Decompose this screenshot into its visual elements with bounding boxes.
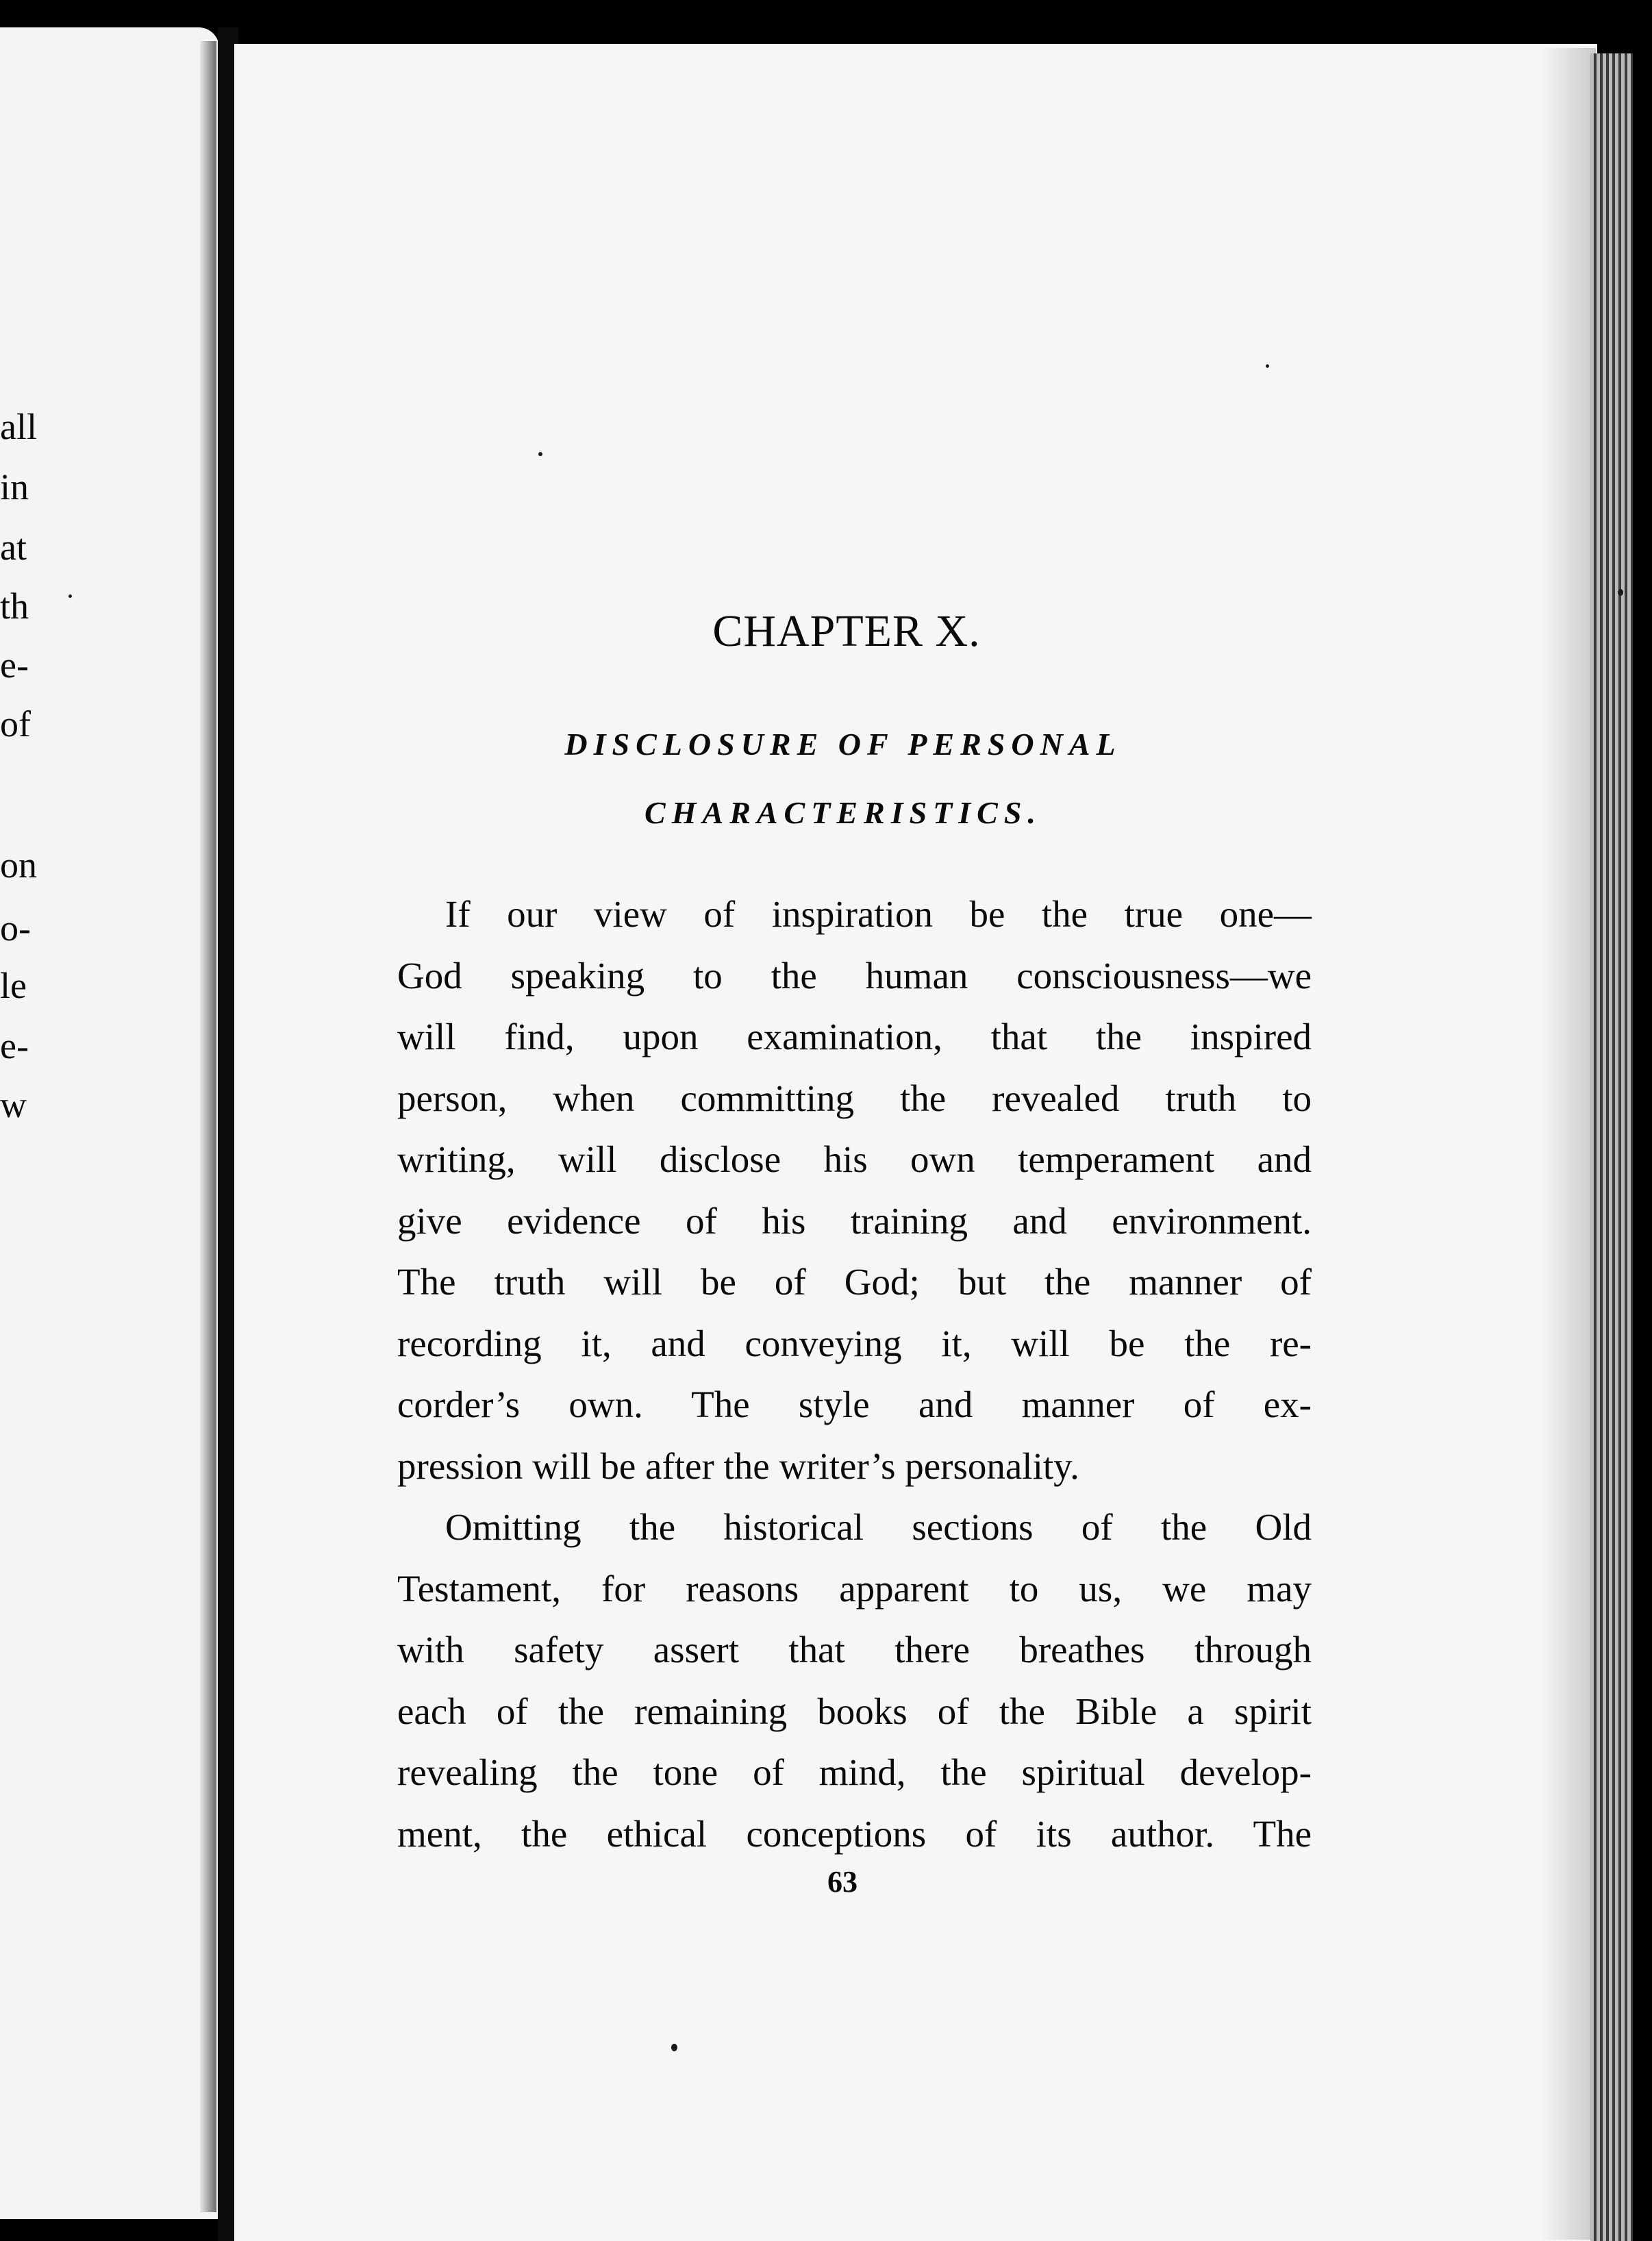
page-number: 63	[827, 1865, 858, 1899]
left-page-fragment: all	[0, 406, 37, 447]
scan-speck	[538, 452, 542, 456]
body-line: corder’s own. The style and manner of ex-	[397, 1384, 1312, 1425]
scan-speck	[1618, 589, 1623, 596]
body-line: writing, will disclose his own temperament and	[397, 1138, 1312, 1180]
left-page-fragment: le	[0, 965, 27, 1006]
scan-speck	[671, 2044, 677, 2051]
left-page-fragment: o-	[0, 907, 31, 949]
page-edge-shadow	[1541, 48, 1596, 2240]
left-page-fragment: e-	[0, 1025, 29, 1066]
left-facing-page	[0, 27, 219, 2219]
body-text	[397, 884, 1312, 1864]
body-line: The truth will be of God; but the manner of	[397, 1261, 1312, 1303]
scan-speck	[1266, 364, 1269, 368]
body-line: revealing the tone of mind, the spiritual develop-	[397, 1751, 1312, 1793]
body-line: Omitting the historical sections of the Old	[445, 1506, 1312, 1548]
body-line: pression will be after the writer’s personality.	[397, 1444, 1079, 1487]
stacked-page-edges	[1590, 53, 1633, 2241]
body-line: will find, upon examination, that the inspired	[397, 1016, 1312, 1057]
body-line: each of the remaining books of the Bible a spirit	[397, 1690, 1312, 1732]
chapter-subtitle-line: DISCLOSURE OF PERSONAL	[564, 727, 1122, 762]
left-page-fragment: w	[0, 1084, 27, 1125]
chapter-subtitle-line: CHARACTERISTICS.	[644, 795, 1042, 830]
body-line: person, when committing the revealed truth to	[397, 1077, 1312, 1119]
body-line: If our view of inspiration be the true one—	[445, 893, 1312, 935]
left-page-gutter-shadow	[200, 41, 216, 2212]
body-line: recording it, and conveying it, will be the re-	[397, 1322, 1312, 1364]
left-page-fragment: at	[0, 527, 27, 568]
left-page-fragment: th	[0, 586, 29, 627]
left-page-fragment: in	[0, 466, 29, 508]
scan-speck	[68, 594, 72, 598]
body-line: ment, the ethical conceptions of its author. The	[397, 1812, 1312, 1855]
body-line: God speaking to the human consciousness—we	[397, 954, 1312, 997]
left-page-fragment: e-	[0, 644, 29, 686]
left-page-fragment: of	[0, 703, 31, 744]
body-line: give evidence of his training and environment.	[397, 1199, 1312, 1242]
body-line: with safety assert that there breathes through	[397, 1629, 1312, 1670]
left-page-fragment: on	[0, 844, 37, 886]
chapter-heading: CHAPTER X.	[712, 606, 981, 656]
body-line: Testament, for reasons apparent to us, we may	[397, 1567, 1312, 1610]
